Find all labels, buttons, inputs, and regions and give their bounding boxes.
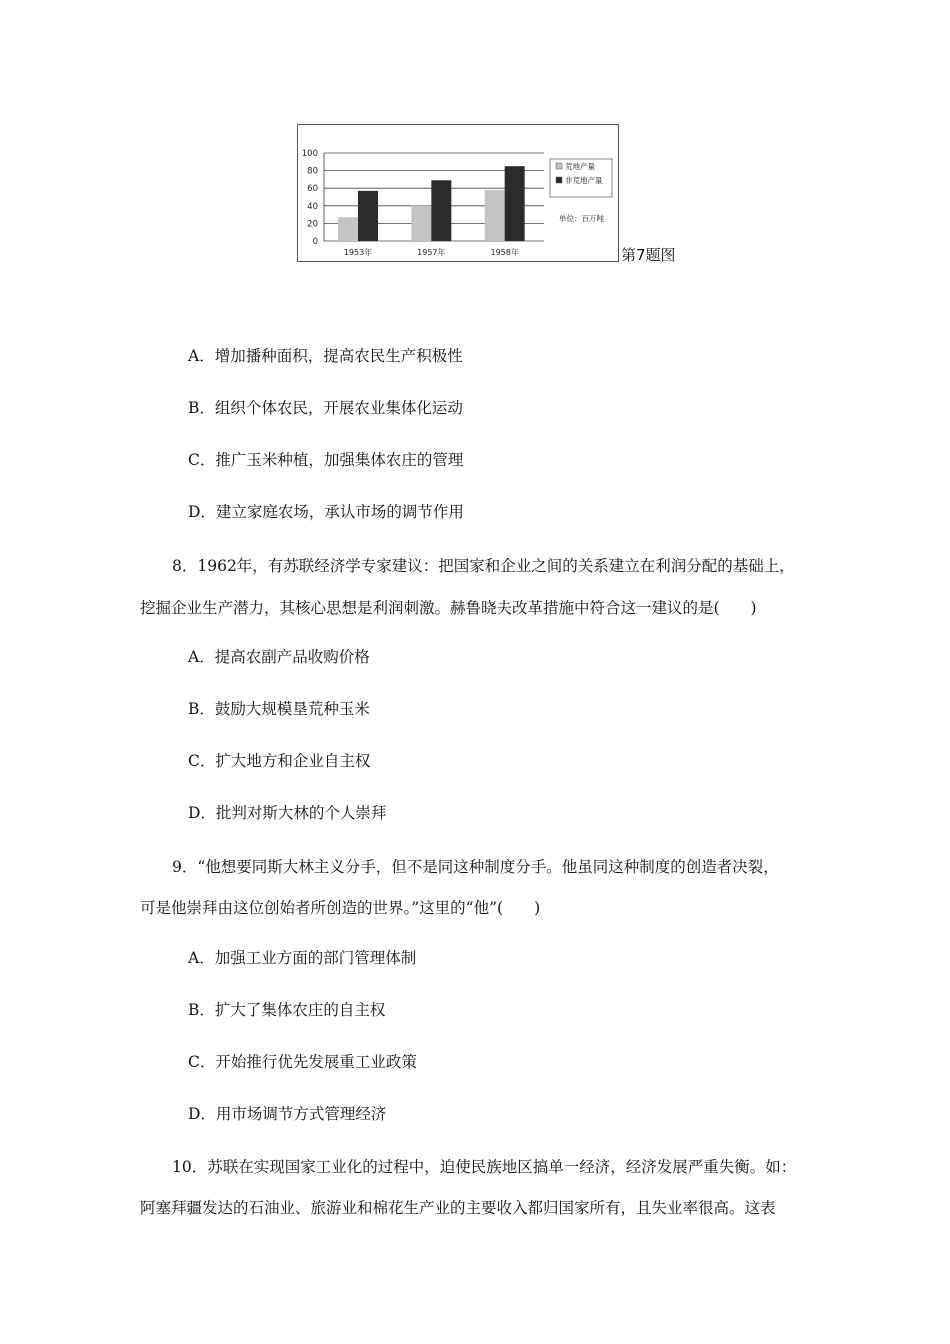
q8-option-c: C．扩大地方和企业自主权 [188,752,371,770]
legend-label: 荒地产量 [565,162,595,171]
figure-caption: 第7题图 [621,246,676,264]
q7-option-c: C．推广玉米种植，加强集体农庄的管理 [188,451,464,469]
q7-option-d: D．建立家庭农场，承认市场的调节作用 [188,503,464,521]
bar-chart-figure [297,124,619,262]
y-tick-label: 0 [312,237,318,247]
y-tick-label: 80 [307,166,318,177]
x-tick-label: 1957年 [417,248,446,257]
q10-stem-line2: 阿塞拜疆发达的石油业、旅游业和棉花生产业的主要收入都归国家所有，且失业率很高。这表 [140,1199,776,1217]
q9-stem-line1: 9．“他想要同斯大林主义分手，但不是同这种制度分手。他虽同这种制度的创造者决裂， [172,858,779,876]
bar-0-1 [411,206,431,241]
x-tick-label: 1953年 [343,248,373,257]
q8-stem-line1: 8．1962年，有苏联经济学专家建议：把国家和企业之间的关系建立在利润分配的基础上， [172,557,795,575]
q9-option-b: B．扩大了集体农庄的自主权 [188,1001,386,1019]
q9-option-d: D．用市场调节方式管理经济 [188,1105,387,1123]
q9-option-a: A．加强工业方面的部门管理体制 [188,949,417,967]
legend-label: 非荒地产量 [565,176,603,185]
q9-option-c: C．开始推行优先发展重工业政策 [188,1053,417,1071]
legend-swatch [556,163,562,169]
legend-swatch [556,177,562,183]
q9-stem-line2: 可是他崇拜由这位创始者所创造的世界。”这里的“他”( ) [140,899,541,917]
bar-0-0 [338,217,358,241]
bar-0-2 [485,190,505,241]
bar-chart [298,125,618,261]
q10-stem-line1: 10．苏联在实现国家工业化的过程中，迫使民族地区搞单一经济，经济发展严重失衡。如： [172,1158,797,1176]
y-tick-label: 60 [307,184,318,195]
q7-option-b: B．组织个体农民，开展农业集体化运动 [188,399,463,417]
bar-1-0 [358,191,378,241]
bar-1-2 [505,166,525,241]
y-tick-label: 20 [307,219,318,230]
bar-1-1 [431,180,451,241]
q8-option-b: B．鼓励大规模垦荒种玉米 [188,700,370,718]
q7-option-a: A．增加播种面积，提高农民生产积极性 [188,347,463,365]
x-tick-label: 1958年 [490,248,519,257]
unit-note: 单位：百万吨 [559,214,604,223]
q8-stem-line2: 挖掘企业生产潜力，其核心思想是利润刺激。赫鲁晓夫改革措施中符合这一建议的是( ) [140,599,757,617]
y-tick-label: 100 [301,149,318,159]
y-tick-label: 40 [307,201,318,212]
q8-option-d: D．批判对斯大林的个人崇拜 [188,804,387,822]
q8-option-a: A．提高农副产品收购价格 [188,648,370,666]
